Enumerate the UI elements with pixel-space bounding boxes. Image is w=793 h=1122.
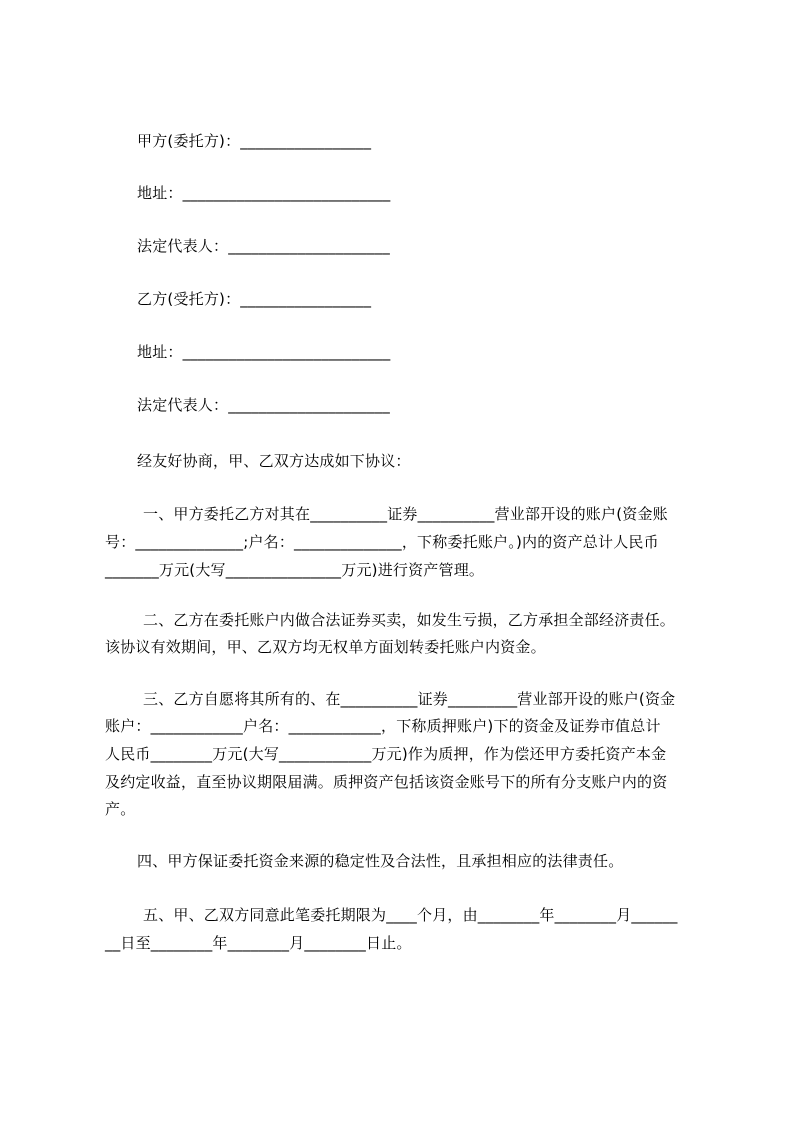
party-a-address: 地址：___________________________	[137, 184, 391, 202]
party-b-representative: 法定代表人：_____________________	[137, 396, 390, 414]
clause-2-line-1: 二、乙方在委托账户内做合法证券买卖，如发生亏损，乙方承担全部经济责任。	[143, 611, 676, 629]
clause-2-line-2: 该协议有效期间，甲、乙双方均无权单方面划转委托账户内资金。	[105, 638, 546, 656]
clause-3-line-2: 账户：____________户名：____________，下称质押账户)下的资金及证券市值总计	[105, 717, 661, 735]
clause-4-line-1: 四、甲方保证委托资金来源的稳定性及合法性，且承担相应的法律责任。	[137, 852, 624, 870]
clause-1-line-1: 一、甲方委托乙方对其在__________证券__________营业部开设的账户(资金账	[143, 505, 668, 523]
party-a-label: 甲方(委托方)：_________________	[137, 132, 372, 150]
clause-5-line-2: __日至________年________月________日止。	[105, 934, 412, 952]
clause-1-line-3: _______万元(大写_______________万元)进行资产管理。	[105, 561, 485, 579]
clause-3-line-1: 三、乙方自愿将其所有的、在__________证券_________营业部开设的账户(资金	[143, 690, 676, 708]
clause-5-line-1: 五、甲、乙双方同意此笔委托期限为____个月，由________年________月______	[143, 906, 678, 924]
clause-3-line-5: 产。	[105, 800, 136, 818]
clause-1-line-2: 号：______________;户名：______________，下称委托账户。)内的资产总计人民币	[105, 533, 659, 551]
clause-3-line-4: 及约定收益，直至协议期限届满。质押资产包括该资金账号下的所有分支账户内的资	[105, 773, 668, 791]
intro-paragraph: 经友好协商，甲、乙双方达成如下协议：	[137, 452, 411, 470]
party-b-address: 地址：___________________________	[137, 343, 391, 361]
party-b-label: 乙方(受托方)：_________________	[137, 290, 372, 308]
clause-3-line-3: 人民币________万元(大写____________万元)作为质押，作为偿还甲方委托资产本金	[105, 745, 667, 763]
party-a-representative: 法定代表人：_____________________	[137, 237, 390, 255]
